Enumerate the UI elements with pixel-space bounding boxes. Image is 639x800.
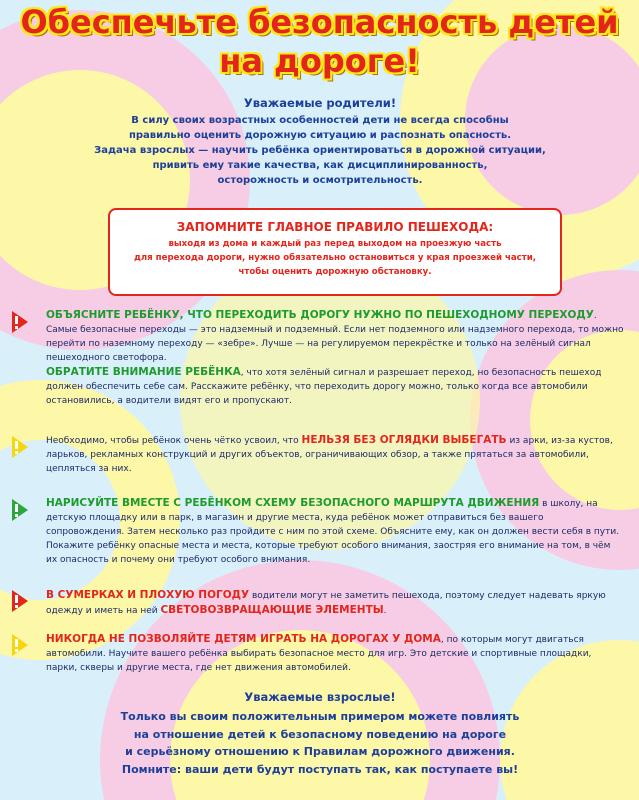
- section-text: в школу, на детскую площадку или в парк, в магазин и другие места, куда ребёнок может отправиться без вашего сопровождения. Затем несколько раз пройдите с ним по этой схеме. Объясните ему, как он должен вести себя в пути. Покажите ребёнку опасные места и места, которые требуют особого внимания, заостряя его внимание на том, в чём их опасность и почему они требуют особого внимания.: [46, 499, 620, 565]
- section-twilight-visibility: [46, 588, 624, 618]
- section-text: , что хотя зелёный сигнал и разрешает переход, но безопасность пешеход должен обеспечить себе сам. Расскажите ребёнку, что переходить дорогу можно, только когда все автомобили остановились, а водители видят его и пропускают.: [46, 368, 602, 406]
- section-highlight: НИКОГДА НЕ ПОЗВОЛЯЙТЕ ДЕТЯМ ИГРАТЬ НА ДОРОГАХ У ДОМА: [46, 633, 441, 645]
- closing-line: на отношение детей к безопасному поведению на дороге: [133, 727, 507, 741]
- intro-greeting: Уважаемые родители!: [243, 96, 397, 110]
- closing-line: и серьёзному отношению к Правилам дорожного движения.: [125, 745, 515, 758]
- section-safe-route: [46, 496, 624, 567]
- section-pedestrian-crossing: [46, 308, 624, 408]
- intro-line: правильно оценить дорожную ситуацию и распознать опасность.: [128, 130, 512, 141]
- traffic-light-marker-red-icon: [12, 590, 28, 612]
- rule-line: чтобы оценить дорожную обстановку.: [238, 267, 432, 277]
- main-rule-box: [108, 208, 562, 296]
- traffic-light-marker-green-icon: [12, 499, 28, 521]
- section-text: водители могут не заметить пешехода, поэтому следует надевать яркую одежду и иметь на ней: [46, 591, 606, 616]
- traffic-light-marker-yellow-icon: [12, 436, 28, 458]
- intro-line: осторожность и осмотрительность.: [217, 175, 423, 186]
- closing-text: [20, 708, 620, 778]
- intro-text: [20, 113, 620, 188]
- section-text: Необходимо, чтобы ребёнок очень чётко усвоил, что: [46, 436, 302, 446]
- section-highlight: НЕЛЬЗЯ БЕЗ ОГЛЯДКИ ВЫБЕГАТЬ: [301, 434, 507, 446]
- closing-greeting: Уважаемые взрослые!: [244, 690, 396, 704]
- rule-text: [110, 237, 560, 279]
- intro-line: В силу своих возрастных особенностей дети не всегда способны: [131, 115, 509, 126]
- traffic-light-marker-red-icon: [12, 311, 28, 333]
- section-text: , по которым могут двигаться автомобили. Научите вашего ребёнка выбирать безопасное место для игр. Это детские и спортивные площадки, парки, скверы и другие места, где нет движения автомобилей.: [46, 635, 592, 673]
- rule-heading: ЗАПОМНИТЕ ГЛАВНОЕ ПРАВИЛО ПЕШЕХОДА:: [176, 220, 494, 234]
- intro-line: Задача взрослых — научить ребёнка ориентироваться в дорожной ситуации,: [94, 145, 546, 156]
- section-text: .: [383, 606, 387, 616]
- traffic-light-marker-yellow-icon: [12, 634, 28, 656]
- closing-line: Только вы своим положительным примером можете повлиять: [120, 710, 520, 723]
- section-highlight: ОБРАТИТЕ ВНИМАНИЕ РЕБЁНКА: [46, 366, 241, 378]
- section-highlight: ОБЪЯСНИТЕ РЕБЁНКУ, ЧТО ПЕРЕХОДИТЬ ДОРОГУ НУЖНО ПО ПЕШЕХОДНОМУ ПЕРЕХОДУ: [46, 309, 594, 321]
- closing-line: Помните: ваши дети будут поступать так, как поступаете вы!: [121, 762, 519, 776]
- intro-line: привить ему такие качества, как дисциплинированность,: [152, 160, 488, 171]
- rule-line: для перехода дороги, нужно обязательно остановиться у края проезжей части,: [133, 253, 537, 263]
- page-title-line2: на дороге!: [219, 42, 420, 80]
- section-highlight: СВЕТОВОЗВРАЩАЮЩИЕ ЭЛЕМЕНТЫ: [160, 604, 384, 616]
- section-highlight: НАРИСУЙТЕ ВМЕСТЕ С РЕБЁНКОМ СХЕМУ БЕЗОПАСНОГО МАРШРУТА ДВИЖЕНИЯ: [46, 497, 540, 509]
- section-text: . Самые безопасные переходы — это надземный и подземный. Если нет подземного или надземного перехода, то можно перейти по наземному переходу — «зебре». Лучше — на регулируемом перекрёстке и только на зелёный сигнал пешеходного светофора.: [46, 311, 624, 363]
- section-text: из арки, из-за кустов, ларьков, рекламных конструкций и других объектов, ограничивающих обзор, а также прятаться за автомобили, цепляться за них.: [46, 436, 613, 474]
- section-highlight: В СУМЕРКАХ И ПЛОХУЮ ПОГОДУ: [46, 589, 250, 601]
- section-no-playing-on-roads: [46, 632, 624, 675]
- page-title-line1: Обеспечьте безопасность детей: [20, 3, 619, 41]
- section-no-running-out: [46, 433, 624, 476]
- rule-line: выходя из дома и каждый раз перед выходом на проезжую часть: [168, 239, 502, 249]
